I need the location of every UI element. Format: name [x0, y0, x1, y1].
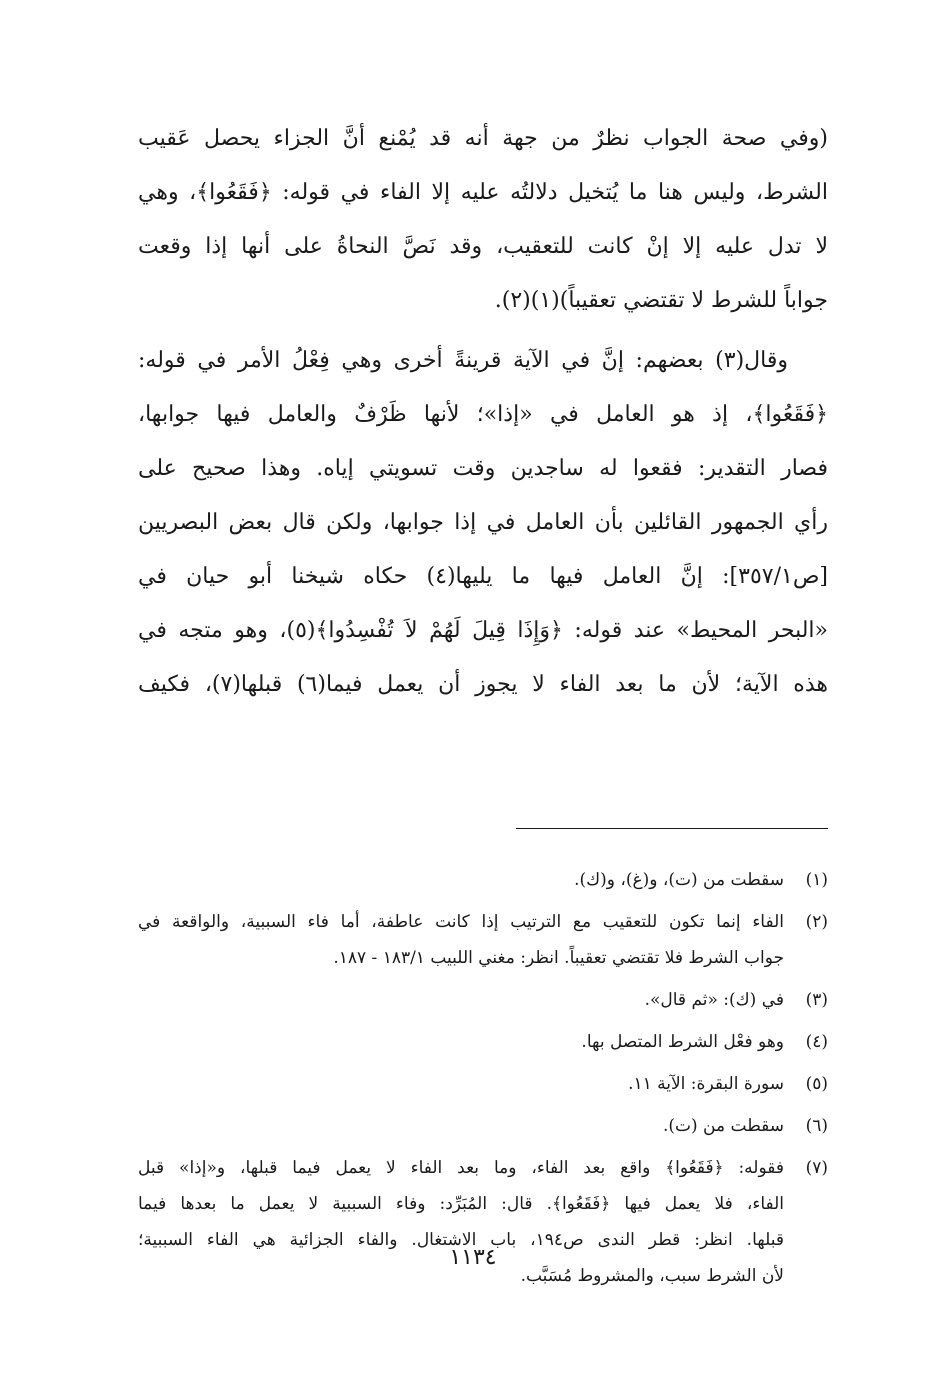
footnote-2: [138, 904, 828, 976]
footnote-number: (٧): [805, 1158, 828, 1178]
footnote-text: وهو فعْل الشرط المتصل بها.: [581, 1032, 784, 1052]
text-line: (وفي صحة الجواب نظرٌ من جهة أنه قد يُمْنع أنَّ الجزاء يحصل عَقيب: [138, 126, 828, 151]
text-line: الشرط، وليس هنا ما يُتخيل دلالتُه عليه إلا الفاء في قوله: ﴿فَقَعُوا﴾، وهي: [138, 180, 828, 205]
footnote-number: (٤): [805, 1032, 828, 1052]
footnote-3: [138, 982, 828, 1018]
footnote-text: جواب الشرط فلا تقتضي تعقيباً. انظر: مغني اللبيب ١٨٣/١ - ١٨٧.: [333, 948, 784, 968]
footnote-text: الفاء إنما تكون للتعقيب مع الترتيب إذا كانت عاطفة، أما فاء السببية، والواقعة في: [138, 912, 784, 932]
footnote-text: لأن الشرط سبب، والمشروط مُسَبَّب.: [520, 1266, 784, 1286]
text-line: «البحر المحيط» عند قوله: ﴿وَإِذَا قِيلَ لَهُمْ لاَ تُفْسِدُوا﴾(٥)، وهو متجه في: [138, 618, 829, 643]
main-paragraph: [138, 334, 828, 712]
footnotes-list: [138, 862, 828, 1300]
text-line: هذه الآية؛ لأن ما بعد الفاء لا يجوز أن يعمل فيما(٦) قبلها(٧)، فكيف: [138, 672, 828, 697]
footnote-text: الفاء، فلا يعمل فيها ﴿فَقَعُوا﴾. قال: المُبَرِّد: وفاء السببية لا يعمل ما بعدها فيما: [138, 1194, 784, 1214]
text-line: وقال(٣) بعضهم: إنَّ في الآية قرينةً أخرى وهي فِعْلُ الأمر في قوله:: [138, 348, 788, 373]
text-line: [ص٣٥٧/١]: إنَّ العامل فيها ما يليها(٤) حكاه شيخنا أبو حيان في: [138, 564, 828, 589]
footnote-text: فقوله: ﴿فَقَعُوا﴾ واقع بعد الفاء، وما بعد الفاء لا يعمل فيما قبلها، و«إذا» قبل: [138, 1158, 784, 1178]
text-line: جواباً للشرط لا تقتضي تعقيباً)(١)(٢).: [494, 288, 828, 313]
text-line: لا تدل عليه إلا إنْ كانت للتعقيب، وقد نَصَّ النحاةُ على أنها إذا وقعت: [138, 234, 828, 259]
text-line: فصار التقدير: فقعوا له ساجدين وقت تسويتي إياه. وهذا صحيح على: [138, 456, 828, 481]
footnote-5: [138, 1066, 828, 1102]
footnote-text: في (ك): «ثم قال».: [644, 990, 784, 1010]
footnote-text: قبلها. انظر: قطر الندى ص١٩٤، باب الاشتغال. والفاء الجزائية هي الفاء السببية؛: [138, 1230, 784, 1250]
footnote-number: (٥): [805, 1074, 828, 1094]
text-line: رأي الجمهور القائلين بأن العامل في إذا جوابها، ولكن قال بعض البصريين: [138, 510, 828, 535]
footnote-7: [138, 1150, 828, 1294]
main-paragraph: [138, 112, 828, 328]
footnote-6: [138, 1108, 828, 1144]
page-number: ١١٣٤: [449, 1245, 497, 1270]
footnote-text: سقطت من (ت).: [662, 1116, 784, 1136]
footnote-text: سورة البقرة: الآية ١١.: [628, 1074, 784, 1094]
footnote-1: [138, 862, 828, 898]
footnote-text: سقطت من (ت)، و(غ)، و(ك).: [574, 870, 784, 890]
footnote-number: (٢): [805, 912, 828, 932]
text-line: ﴿فَقَعُوا﴾، إذ هو العامل في «إذا»؛ لأنها ظَرْفٌ والعامل فيها جوابها،: [138, 402, 828, 427]
footnote-4: [138, 1024, 828, 1060]
footnote-number: (٣): [805, 990, 828, 1010]
footnote-number: (١): [805, 870, 828, 890]
footnote-number: (٦): [805, 1116, 828, 1136]
footnote-separator: [516, 828, 828, 829]
